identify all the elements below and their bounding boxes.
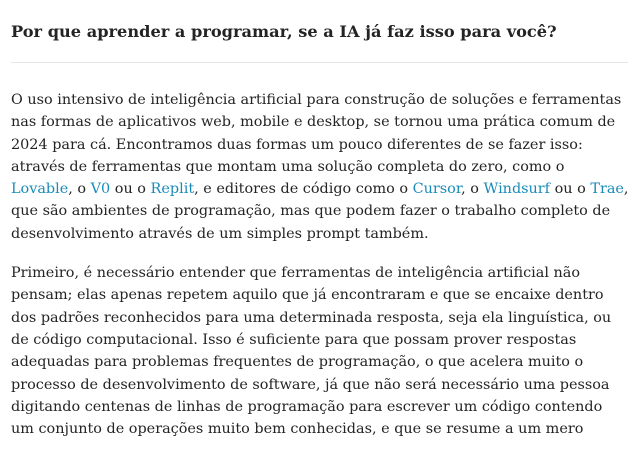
link-v0[interactable]: V0	[90, 181, 111, 198]
title-divider	[11, 62, 628, 63]
p2-line-6: processo de desenvolvimento de software, já que não será necessário uma pessoa	[11, 376, 610, 393]
p1-line-3: 2024 para cá. Encontramos duas formas um pouco diferentes de se fazer isso:	[11, 136, 583, 153]
p2-line-1: Primeiro, é necessário entender que ferramentas de inteligência artificial não	[11, 265, 581, 282]
p1-line-5	[11, 178, 629, 200]
text-fragment: ,	[623, 181, 629, 198]
link-lovable[interactable]: Lovable	[11, 181, 69, 198]
paragraph-2	[11, 262, 612, 440]
p2-line-8: um conjunto de operações muito bem conhecidas, e que se resume a um mero	[11, 421, 584, 438]
text-fragment: , e editores de código como o	[194, 181, 413, 198]
link-cursor[interactable]: Cursor	[412, 181, 462, 198]
link-trae[interactable]: Trae	[590, 181, 624, 198]
p1-line-4: através de ferramentas que montam uma solução completa do zero, como o	[11, 158, 565, 175]
link-windsurf[interactable]: Windsurf	[483, 181, 551, 198]
text-fragment: , o	[461, 181, 484, 198]
p2-line-3: dos padrões reconhecidos para uma determinada resposta, seja ela linguística, ou	[11, 309, 612, 326]
link-replit[interactable]: Replit	[150, 181, 195, 198]
p2-line-4: de código computacional. Isso é suficiente para que possam prover respostas	[11, 331, 577, 348]
article-title: Por que aprender a programar, se a IA já faz isso para você?	[11, 21, 557, 41]
article-body	[11, 89, 629, 457]
p2-line-2: pensam; elas apenas repetem aquilo que já encontraram e que se encaixe dentro	[11, 287, 604, 304]
text-fragment: ou o	[550, 181, 591, 198]
p1-line-6: que são ambientes de programação, mas que podem fazer o trabalho completo de	[11, 203, 611, 220]
p2-line-7: digitando centenas de linhas de programação para escrever um código contendo	[11, 398, 603, 415]
p2-line-5: adequadas para problemas frequentes de programação, o que acelera muito o	[11, 354, 584, 371]
p1-line-2: nas formas de aplicativos web, mobile e desktop, se tornou uma prática comum de	[11, 114, 616, 131]
p1-line-1: O uso intensivo de inteligência artificial para construção de soluções e ferramentas	[11, 92, 622, 108]
paragraph-1	[11, 89, 629, 245]
text-fragment: , o	[68, 181, 91, 198]
p1-line-7: desenvolvimento através de um simples prompt também.	[11, 225, 429, 242]
text-fragment: ou o	[110, 181, 151, 198]
